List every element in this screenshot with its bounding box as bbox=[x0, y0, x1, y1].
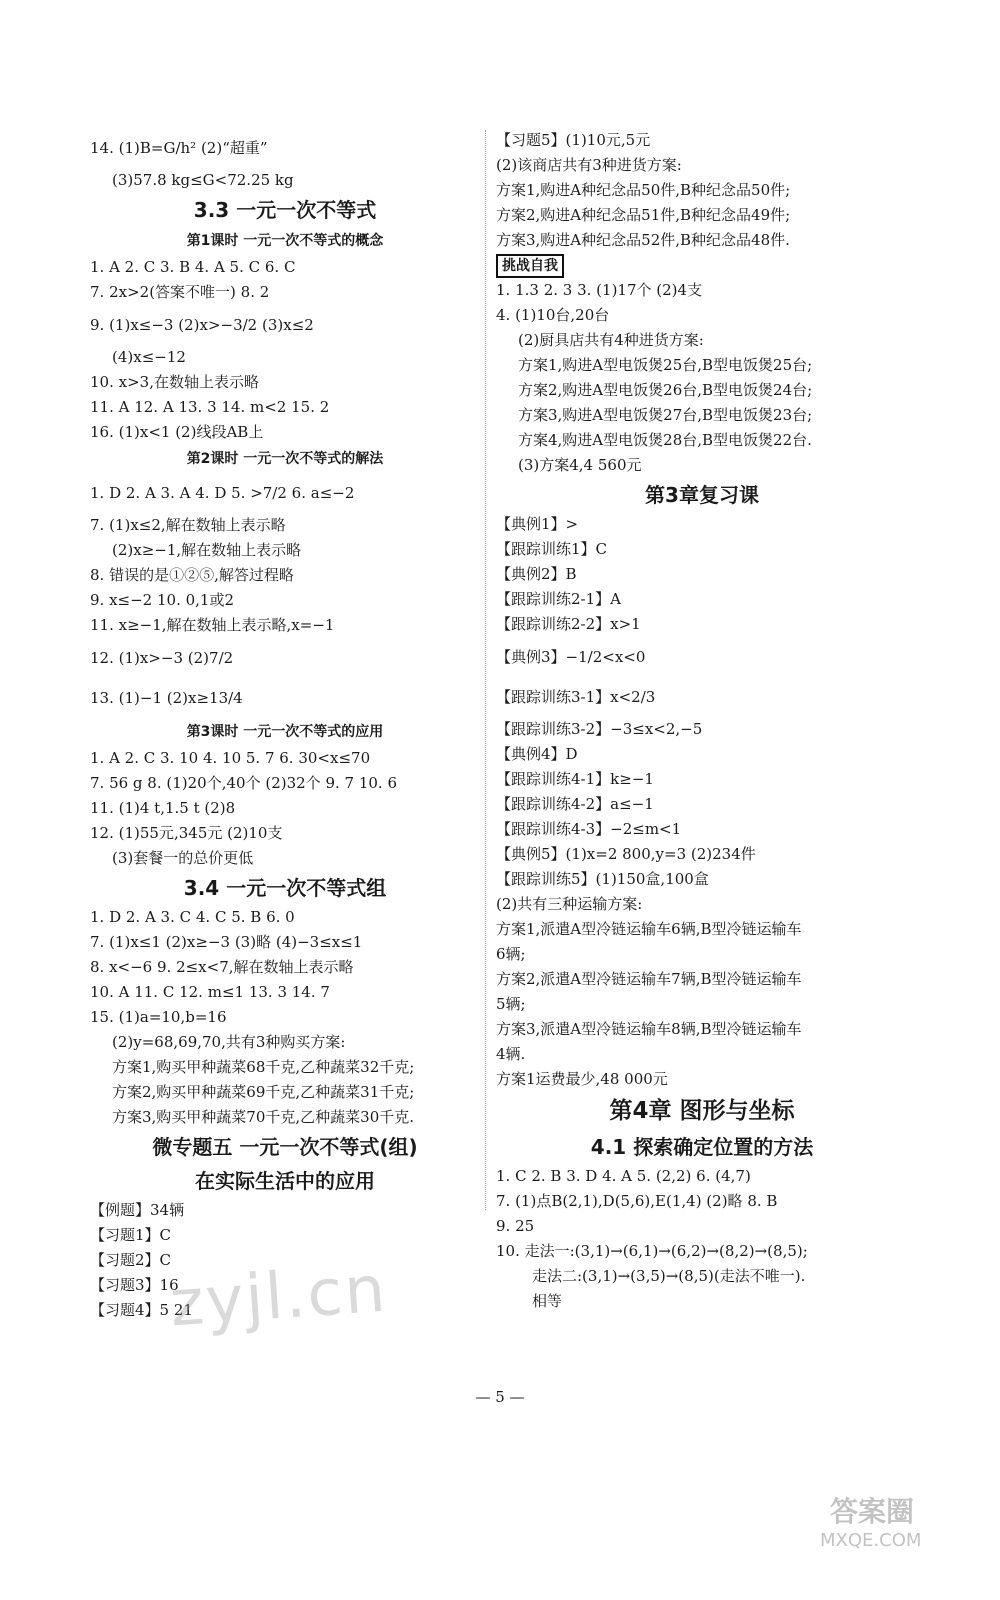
section-heading: 第2课时 一元一次不等式的解法 bbox=[186, 451, 384, 467]
answer-line: 方案2,购进A型电饭煲26台,B型电饭煲24台; bbox=[518, 381, 813, 399]
answer-line: 【习题1】C bbox=[90, 1226, 172, 1244]
answer-line: 1. A 2. C 3. 10 4. 10 5. 7 6. 30<x≤70 bbox=[90, 749, 371, 767]
answer-line: 方案2,派遣A型冷链运输车7辆,B型冷链运输车 bbox=[496, 970, 802, 988]
answer-line: 【跟踪训练4-2】a≤−1 bbox=[496, 795, 654, 813]
answer-line: 11. A 12. A 13. 3 14. m<2 15. 2 bbox=[90, 398, 330, 416]
answer-line: 8. 错误的是①②⑤,解答过程略 bbox=[90, 566, 294, 584]
answer-line: (2)厨具店共有4种进货方案: bbox=[518, 331, 704, 349]
answer-line: (2)共有三种运输方案: bbox=[496, 895, 643, 913]
answer-line: 【跟踪训练2-2】x>1 bbox=[496, 615, 641, 633]
answer-line: (3)套餐一的总价更低 bbox=[112, 849, 254, 867]
watermark: zyjl.cn bbox=[167, 1252, 390, 1342]
answer-line: 7. 2x>2(答案不唯一) 8. 2 bbox=[90, 283, 270, 301]
answer-line: (2)y=68,69,70,共有3种购买方案: bbox=[112, 1033, 346, 1051]
answer-line: 11. x≥−1,解在数轴上表示略,x=−1 bbox=[90, 616, 335, 634]
answer-line: 方案3,购进A型电饭煲27台,B型电饭煲23台; bbox=[518, 406, 813, 424]
answer-line: 方案1,购买甲种蔬菜68千克,乙种蔬菜32千克; bbox=[112, 1058, 415, 1076]
page-number: — 5 — bbox=[475, 1388, 525, 1406]
section-heading: 4.1 探索确定位置的方法 bbox=[590, 1135, 814, 1159]
answer-line: 方案4,购进A型电饭煲28台,B型电饭煲22台. bbox=[518, 431, 812, 449]
answer-line: 10. A 11. C 12. m≤1 13. 3 14. 7 bbox=[90, 983, 330, 1001]
left-column bbox=[90, 128, 480, 1323]
section-heading: 第3章复习课 bbox=[645, 483, 759, 507]
answer-line: 【跟踪训练5】(1)150盒,100盒 bbox=[496, 870, 709, 888]
answer-line: 方案1,购进A型电饭煲25台,B型电饭煲25台; bbox=[518, 356, 813, 374]
answer-line: 10. 走法一:(3,1)→(6,1)→(6,2)→(8,2)→(8,5); bbox=[496, 1242, 808, 1260]
answer-line: 【典例3】−1/2<x<0 bbox=[496, 648, 646, 666]
answer-line: 【跟踪训练2-1】A bbox=[496, 590, 621, 608]
challenge-box: 挑战自我 bbox=[496, 254, 564, 278]
answer-line: 10. x>3,在数轴上表示略 bbox=[90, 373, 259, 391]
answer-line: 7. (1)点B(2,1),D(5,6),E(1,4) (2)略 8. B bbox=[496, 1192, 778, 1210]
answer-line: 7. (1)x≤2,解在数轴上表示略 bbox=[90, 516, 286, 534]
column-divider bbox=[485, 130, 486, 1210]
answer-line: 1. A 2. C 3. B 4. A 5. C 6. C bbox=[90, 258, 296, 276]
answer-line: 方案3,派遣A型冷链运输车8辆,B型冷链运输车 bbox=[496, 1020, 802, 1038]
answer-line: 16. (1)x<1 (2)线段AB上 bbox=[90, 423, 264, 441]
answer-line: 11. (1)4 t,1.5 t (2)8 bbox=[90, 799, 236, 817]
answer-line: 1. C 2. B 3. D 4. A 5. (2,2) 6. (4,7) bbox=[496, 1167, 751, 1185]
answer-line: 【典例5】(1)x=2 800,y=3 (2)234件 bbox=[496, 845, 756, 863]
section-heading: 第3课时 一元一次不等式的应用 bbox=[186, 724, 384, 740]
answer-line: 1. 1.3 2. 3 3. (1)17个 (2)4支 bbox=[496, 281, 703, 299]
answer-line: 方案2,购买甲种蔬菜69千克,乙种蔬菜31千克; bbox=[112, 1083, 415, 1101]
answer-line: 方案1,派遣A型冷链运输车6辆,B型冷链运输车 bbox=[496, 920, 802, 938]
answer-line: (3)方案4,4 560元 bbox=[518, 456, 642, 474]
answer-line: 9. x≤−2 10. 0,1或2 bbox=[90, 591, 235, 609]
answer-line: 【跟踪训练4-1】k≥−1 bbox=[496, 770, 654, 788]
watermark-logo: 答案圈 bbox=[830, 1495, 915, 1528]
watermark-logo-url: MXQE.COM bbox=[820, 1530, 922, 1551]
answer-line: 5辆; bbox=[496, 995, 526, 1013]
answer-line: 方案1,购进A种纪念品50件,B种纪念品50件; bbox=[496, 181, 791, 199]
answer-line: 【习题4】5 21 bbox=[90, 1301, 193, 1319]
answer-line: 14. (1)B=G/h² (2)“超重” bbox=[90, 139, 268, 157]
answer-line: 6辆; bbox=[496, 945, 526, 963]
answer-line: (4)x≤−12 bbox=[112, 348, 186, 366]
section-heading: 微专题五 一元一次不等式(组) bbox=[152, 1135, 418, 1159]
answer-line: 7. (1)x≤1 (2)x≥−3 (3)略 (4)−3≤x≤1 bbox=[90, 933, 363, 951]
answer-line: 【典例1】> bbox=[496, 515, 579, 533]
answer-line: 12. (1)55元,345元 (2)10支 bbox=[90, 824, 283, 842]
answer-line: 9. (1)x≤−3 (2)x>−3/2 (3)x≤2 bbox=[90, 316, 314, 334]
answer-line: (2)x≥−1,解在数轴上表示略 bbox=[112, 541, 302, 559]
answer-line: 【跟踪训练4-3】−2≤m<1 bbox=[496, 820, 682, 838]
answer-line: 4. (1)10台,20台 bbox=[496, 306, 610, 324]
answer-line: 8. x<−6 9. 2≤x<7,解在数轴上表示略 bbox=[90, 958, 354, 976]
answer-line: 【习题2】C bbox=[90, 1251, 172, 1269]
answer-line: 走法二:(3,1)→(3,5)→(8,5)(走法不唯一). bbox=[532, 1267, 806, 1285]
answer-line: 【例题】34辆 bbox=[90, 1201, 185, 1219]
answer-line: 13. (1)−1 (2)x≥13/4 bbox=[90, 689, 243, 707]
answer-line: 【典例2】B bbox=[496, 565, 577, 583]
answer-line: 12. (1)x>−3 (2)7/2 bbox=[90, 649, 234, 667]
answer-line: 1. D 2. A 3. C 4. C 5. B 6. 0 bbox=[90, 908, 295, 926]
answer-line: 【典例4】D bbox=[496, 745, 578, 763]
answer-line: (3)57.8 kg≤G<72.25 kg bbox=[112, 171, 294, 189]
answer-line: 相等 bbox=[532, 1292, 563, 1310]
answer-line: 【习题5】(1)10元,5元 bbox=[496, 131, 651, 149]
answer-line: 方案1运费最少,48 000元 bbox=[496, 1070, 668, 1088]
answer-line: 【跟踪训练3-2】−3≤x<2,−5 bbox=[496, 720, 703, 738]
answer-line: 1. D 2. A 3. A 4. D 5. >7/2 6. a≤−2 bbox=[90, 484, 355, 502]
section-heading: 第1课时 一元一次不等式的概念 bbox=[186, 233, 384, 249]
section-heading: 在实际生活中的应用 bbox=[195, 1169, 375, 1193]
answer-line: 【跟踪训练1】C bbox=[496, 540, 608, 558]
answer-line: 7. 56 g 8. (1)20个,40个 (2)32个 9. 7 10. 6 bbox=[90, 774, 398, 792]
right-column bbox=[496, 128, 908, 1314]
answer-line: (2)该商店共有3种进货方案: bbox=[496, 156, 682, 174]
section-heading: 第4章 图形与坐标 bbox=[609, 1098, 795, 1124]
section-heading: 3.3 一元一次不等式 bbox=[193, 198, 377, 222]
answer-line: 15. (1)a=10,b=16 bbox=[90, 1008, 227, 1026]
answer-line: 【习题3】16 bbox=[90, 1276, 179, 1294]
answer-line: 【跟踪训练3-1】x<2/3 bbox=[496, 688, 656, 706]
answer-line: 方案3,购进A种纪念品52件,B种纪念品48件. bbox=[496, 231, 790, 249]
answer-line: 方案3,购买甲种蔬菜70千克,乙种蔬菜30千克. bbox=[112, 1108, 415, 1126]
answer-line: 4辆. bbox=[496, 1045, 526, 1063]
section-heading: 3.4 一元一次不等式组 bbox=[183, 876, 387, 900]
answer-line: 9. 25 bbox=[496, 1217, 535, 1235]
answer-line: 方案2,购进A种纪念品51件,B种纪念品49件; bbox=[496, 206, 791, 224]
section-tag bbox=[496, 253, 908, 278]
